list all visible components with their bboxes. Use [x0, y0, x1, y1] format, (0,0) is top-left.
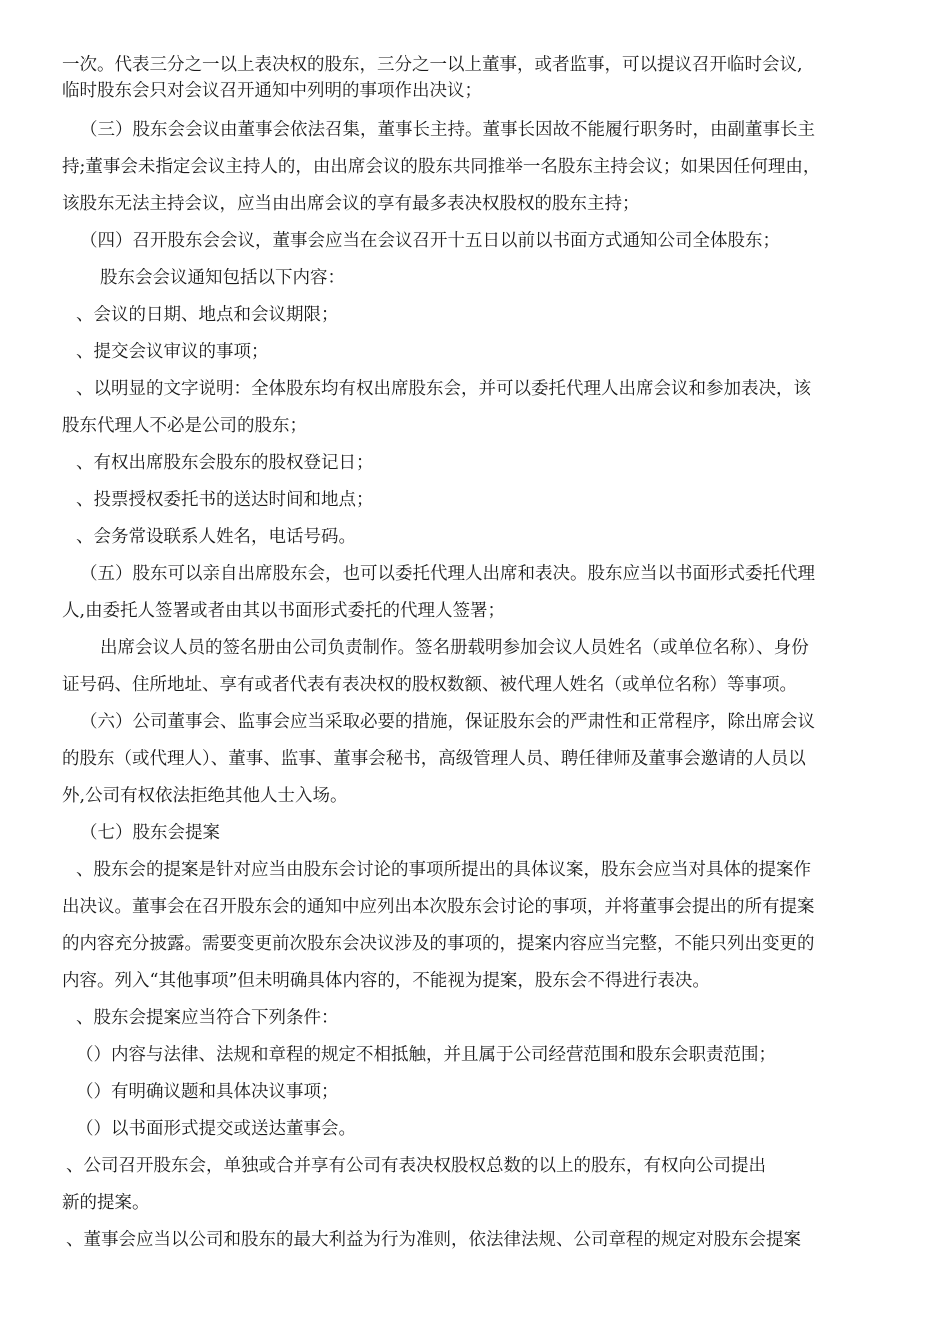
section-6-heading: （六）公司董事会、监事会应当采取必要的措施，保证股东会的严肃性和正常程序，除出席会议 [80, 712, 815, 732]
text-line: 股东会会议通知包括以下内容： [100, 268, 345, 288]
list-item: （）以书面形式提交或送达董事会。 [76, 1119, 356, 1139]
text-line: 出席会议人员的签名册由公司负责制作。签名册载明参加会议人员姓名（或单位名称）、身份 [100, 638, 809, 658]
section-5-heading: （五）股东可以亲自出席股东会，也可以委托代理人出席和表决。股东应当以书面形式委托代理 [80, 564, 815, 584]
list-item: 、会议的日期、地点和会议期限； [76, 305, 339, 325]
list-item: 、董事会应当以公司和股东的最大利益为行为准则，依法律法规、公司章程的规定对股东会提案 [66, 1230, 801, 1250]
text-line: 证号码、住所地址、享有或者代表有表决权的股权数额、被代理人姓名（或单位名称）等事项。 [62, 675, 797, 695]
list-item: 、会务常设联系人姓名，电话号码。 [76, 527, 356, 547]
text-line: 新的提案。 [62, 1193, 150, 1213]
text-line: 临时股东会只对会议召开通知中列明的事项作出决议； [62, 81, 482, 101]
text-line: 股东代理人不必是公司的股东； [62, 416, 307, 436]
text-line: 一次。代表三分之一以上表决权的股东，三分之一以上董事，或者监事，可以提议召开临时会议, [62, 55, 803, 75]
text-line: 该股东无法主持会议，应当由出席会议的享有最多表决权股权的股东主持； [62, 194, 640, 214]
section-3-heading: （三）股东会会议由董事会依法召集，董事长主持。董事长因故不能履行职务时，由副董事长主 [80, 120, 815, 140]
section-4-heading: （四）召开股东会会议，董事会应当在会议召开十五日以前以书面方式通知公司全体股东； [80, 231, 780, 251]
list-item: 、提交会议审议的事项； [76, 342, 269, 362]
text-line: 持;董事会未指定会议主持人的，由出席会议的股东共同推举一名股东主持会议；如果因任何理由， [62, 157, 821, 177]
text-line: 出决议。董事会在召开股东会的通知中应列出本次股东会讨论的事项，并将董事会提出的所有提案 [62, 897, 815, 917]
document-page [62, 52, 902, 1259]
text-line: 的股东（或代理人）、董事、监事、董事会秘书，高级管理人员、聘任律师及董事会邀请的人员以 [62, 749, 806, 769]
list-item: 、以明显的文字说明：全体股东均有权出席股东会，并可以委托代理人出席会议和参加表决，该 [76, 379, 811, 399]
text-line: 内容。列入“其他事项”但未明确具体内容的，不能视为提案，股东会不得进行表决。 [62, 971, 710, 991]
section-7-heading: （七）股东会提案 [80, 823, 220, 843]
list-item: 、股东会提案应当符合下列条件： [76, 1008, 339, 1028]
list-item: （）内容与法律、法规和章程的规定不相抵触，并且属于公司经营范围和股东会职责范围； [76, 1045, 776, 1065]
list-item: 、投票授权委托书的送达时间和地点； [76, 490, 374, 510]
text-line: 人,由委托人签署或者由其以书面形式委托的代理人签署； [62, 601, 506, 621]
list-item: （）有明确议题和具体决议事项； [76, 1082, 339, 1102]
list-item: 、股东会的提案是针对应当由股东会讨论的事项所提出的具体议案，股东会应当对具体的提案作 [76, 860, 811, 880]
text-line: 外,公司有权依法拒绝其他人士入场。 [62, 786, 348, 806]
list-item: 、有权出席股东会股东的股权登记日； [76, 453, 374, 473]
text-line: 的内容充分披露。需要变更前次股东会决议涉及的事项的，提案内容应当完整，不能只列出变更的 [62, 934, 815, 954]
list-item: 、公司召开股东会，单独或合并享有公司有表决权股权总数的以上的股东，有权向公司提出 [66, 1156, 766, 1176]
